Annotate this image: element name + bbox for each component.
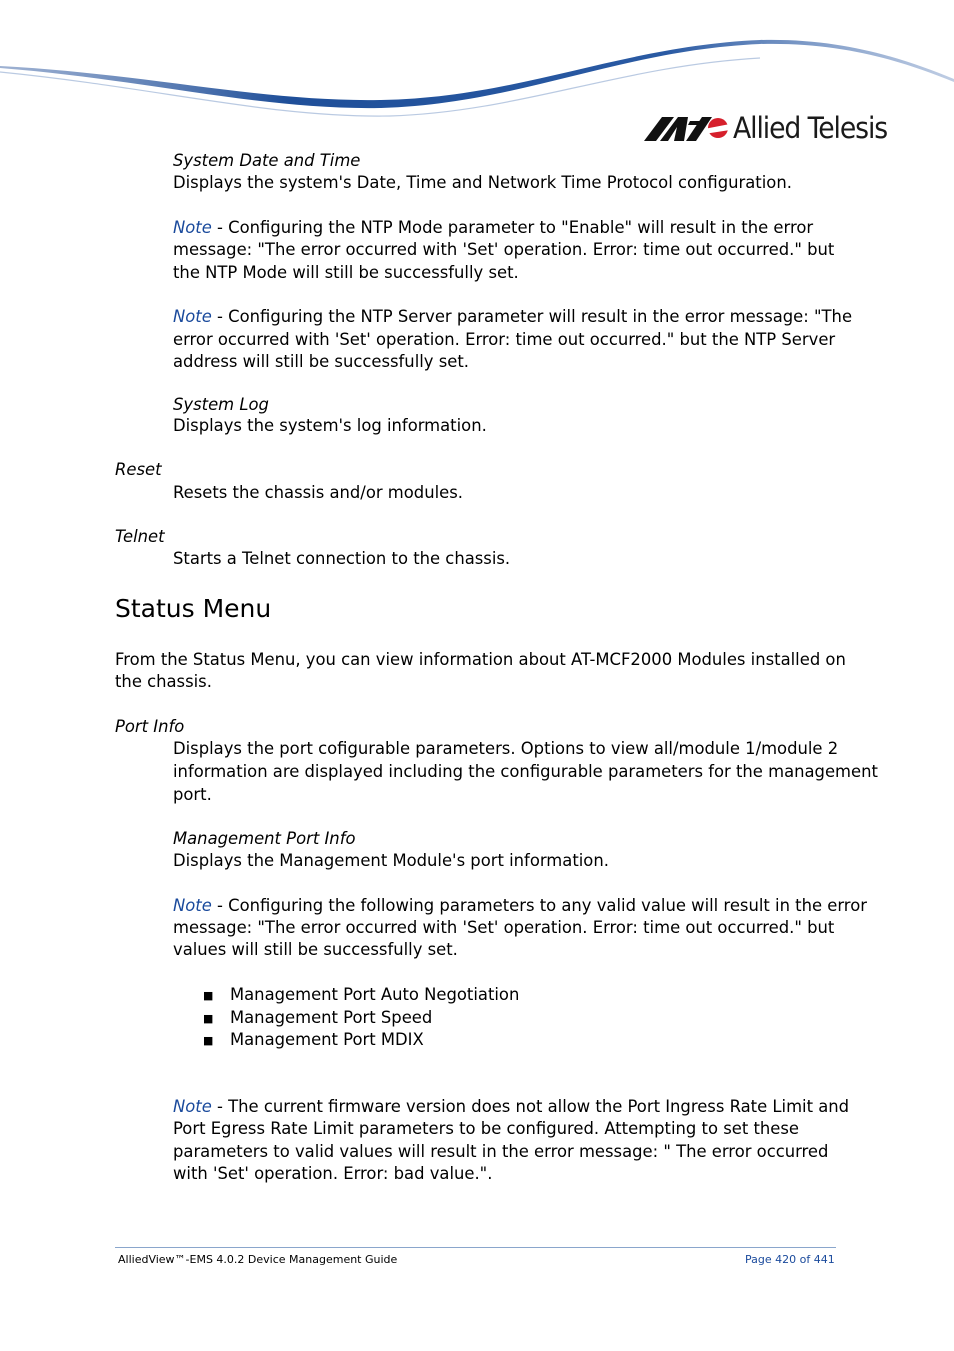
note-line: error occurred with 'Set' operation. Error: time out occurred." but the NTP Server [173,330,836,349]
port-info-desc: Displays the port cofigurable parameters. Options to view all/module 1/module 2 [173,739,839,758]
port-info-desc: information are displayed including the configurable parameters for the management [173,762,878,781]
note-line: the NTP Mode will still be successfully set. [173,263,519,282]
note-line: parameters to valid values will result in the error message: " The error occurred [173,1142,829,1161]
note-line: Port Egress Rate Limit parameters to be configured. Attempting to set these [173,1119,799,1138]
note-label: Note [173,896,212,915]
note-line: address will still be successfully set. [173,352,469,371]
reset-desc: Resets the chassis and/or modules. [173,483,463,502]
list-item: Management Port Speed [230,1008,433,1027]
system-date-time-desc: Displays the system's Date, Time and Network Time Protocol configuration. [173,173,792,192]
port-info-desc: port. [173,785,212,804]
status-menu-heading: Status Menu [115,594,272,623]
status-menu-intro: the chassis. [115,672,212,691]
note-line: message: "The error occurred with 'Set' operation. Error: time out occurred." but [173,918,835,937]
note-paragraph: Note - Configuring the NTP Mode parameter to "Enable" will result in the error [173,218,814,237]
footer-doc-title: AlliedView™-EMS 4.0.2 Device Management Guide [118,1253,398,1266]
note-paragraph: Note - The current firmware version does not allow the Port Ingress Rate Limit and [173,1097,850,1116]
footer-divider [115,1247,836,1248]
system-log-desc: Displays the system's log information. [173,416,487,435]
note-line: message: "The error occurred with 'Set' operation. Error: time out occurred." but [173,240,835,259]
mgmt-port-info-desc: Displays the Management Module's port information. [173,851,609,870]
list-item: Management Port MDIX [230,1030,424,1049]
note-line: values will still be successfully set. [173,940,458,959]
note-label: Note [173,307,212,326]
mgmt-port-info-title: Management Port Info [173,829,356,848]
list-item: Management Port Auto Negotiation [230,985,520,1004]
allied-telesis-logo [644,108,900,148]
system-log-title: System Log [173,395,269,414]
note-label: Note [173,1097,212,1116]
footer-page-number: Page 420 of 441 [745,1253,835,1266]
bullet-icon: ■ [203,1012,214,1025]
note-paragraph: Note - Configuring the following parameters to any valid value will result in the error [173,896,867,915]
telnet-title: Telnet [115,527,165,546]
note-paragraph: Note - Configuring the NTP Server parameter will result in the error message: "The [173,307,853,326]
logo-text: Allied Telesis [733,111,888,145]
telnet-desc: Starts a Telnet connection to the chassis. [173,549,511,568]
bullet-icon: ■ [203,989,214,1002]
system-date-time-title: System Date and Time [173,151,361,170]
allied-telesis-logo-mark-icon [644,111,730,145]
status-menu-intro: From the Status Menu, you can view information about AT-MCF2000 Modules installed on [115,650,846,669]
reset-title: Reset [115,460,162,479]
port-info-title: Port Info [115,717,185,736]
note-label: Note [173,218,212,237]
note-line: with 'Set' operation. Error: bad value.". [173,1164,493,1183]
bullet-icon: ■ [203,1034,214,1047]
